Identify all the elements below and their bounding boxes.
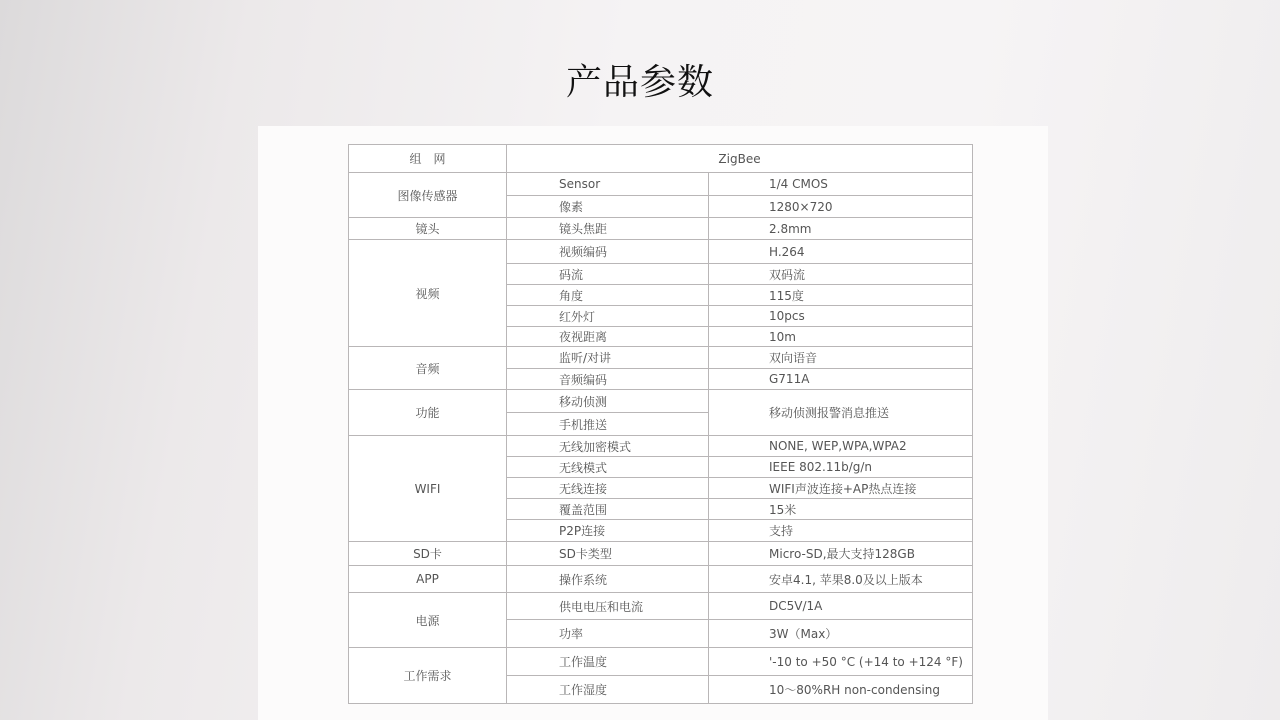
spec-label: 像素 (507, 196, 709, 218)
spec-value: 15米 (709, 499, 973, 520)
spec-label: 夜视距离 (507, 327, 709, 347)
spec-label: 功率 (507, 620, 709, 648)
spec-label: 工作湿度 (507, 676, 709, 704)
table-row (349, 542, 973, 566)
spec-value: 1280×720 (709, 196, 973, 218)
spec-value: WIFI声波连接+AP热点连接 (709, 478, 973, 499)
spec-label: 角度 (507, 285, 709, 306)
table-row (349, 218, 973, 240)
category-network: 组 网 (349, 145, 507, 173)
category-audio: 音频 (349, 347, 507, 390)
category-wifi: WIFI (349, 436, 507, 542)
table-row (349, 390, 973, 413)
category-app: APP (349, 566, 507, 593)
spec-value: H.264 (709, 240, 973, 264)
spec-value: IEEE 802.11b/g/n (709, 457, 973, 478)
spec-label: 移动侦测 (507, 390, 709, 413)
category-environment: 工作需求 (349, 648, 507, 704)
category-power: 电源 (349, 593, 507, 648)
category-lens: 镜头 (349, 218, 507, 240)
spec-table (348, 144, 973, 704)
spec-label: 监听/对讲 (507, 347, 709, 369)
spec-value: 双码流 (709, 264, 973, 285)
page-title: 产品参数 (565, 62, 714, 103)
spec-label: 红外灯 (507, 306, 709, 327)
table-row (349, 240, 973, 264)
table-row (349, 593, 973, 620)
spec-value: Micro-SD,最大支持128GB (709, 542, 973, 566)
category-video: 视频 (349, 240, 507, 347)
category-sd-card: SD卡 (349, 542, 507, 566)
spec-value: 1/4 CMOS (709, 173, 973, 196)
spec-value: 2.8mm (709, 218, 973, 240)
spec-label: SD卡类型 (507, 542, 709, 566)
spec-label: 码流 (507, 264, 709, 285)
spec-label: 操作系统 (507, 566, 709, 593)
spec-value: 10m (709, 327, 973, 347)
spec-label: 视频编码 (507, 240, 709, 264)
table-row (349, 648, 973, 676)
spec-value: 3W（Max） (709, 620, 973, 648)
table-row (349, 173, 973, 196)
spec-value: 支持 (709, 520, 973, 542)
category-image-sensor: 图像传感器 (349, 173, 507, 218)
spec-value: 115度 (709, 285, 973, 306)
category-function: 功能 (349, 390, 507, 436)
spec-label: 无线连接 (507, 478, 709, 499)
spec-label: 音频编码 (507, 369, 709, 390)
table-row (349, 566, 973, 593)
spec-label: 供电电压和电流 (507, 593, 709, 620)
network-value: ZigBee (507, 145, 973, 173)
spec-value: 10～80%RH non-condensing (709, 676, 973, 704)
spec-value: 10pcs (709, 306, 973, 327)
spec-value: NONE, WEP,WPA,WPA2 (709, 436, 973, 457)
spec-label: Sensor (507, 173, 709, 196)
spec-label: 工作温度 (507, 648, 709, 676)
spec-value: 安卓4.1, 苹果8.0及以上版本 (709, 566, 973, 593)
spec-label: 无线模式 (507, 457, 709, 478)
spec-value: G711A (709, 369, 973, 390)
spec-label: 覆盖范围 (507, 499, 709, 520)
table-row (349, 436, 973, 457)
spec-label: 无线加密模式 (507, 436, 709, 457)
spec-label: 手机推送 (507, 413, 709, 436)
table-row (349, 347, 973, 369)
table-row (349, 145, 973, 173)
spec-value: '-10 to +50 °C (+14 to +124 °F) (709, 648, 973, 676)
spec-value: DC5V/1A (709, 593, 973, 620)
spec-value: 双向语音 (709, 347, 973, 369)
spec-label: P2P连接 (507, 520, 709, 542)
spec-value: 移动侦测报警消息推送 (709, 390, 973, 436)
spec-label: 镜头焦距 (507, 218, 709, 240)
